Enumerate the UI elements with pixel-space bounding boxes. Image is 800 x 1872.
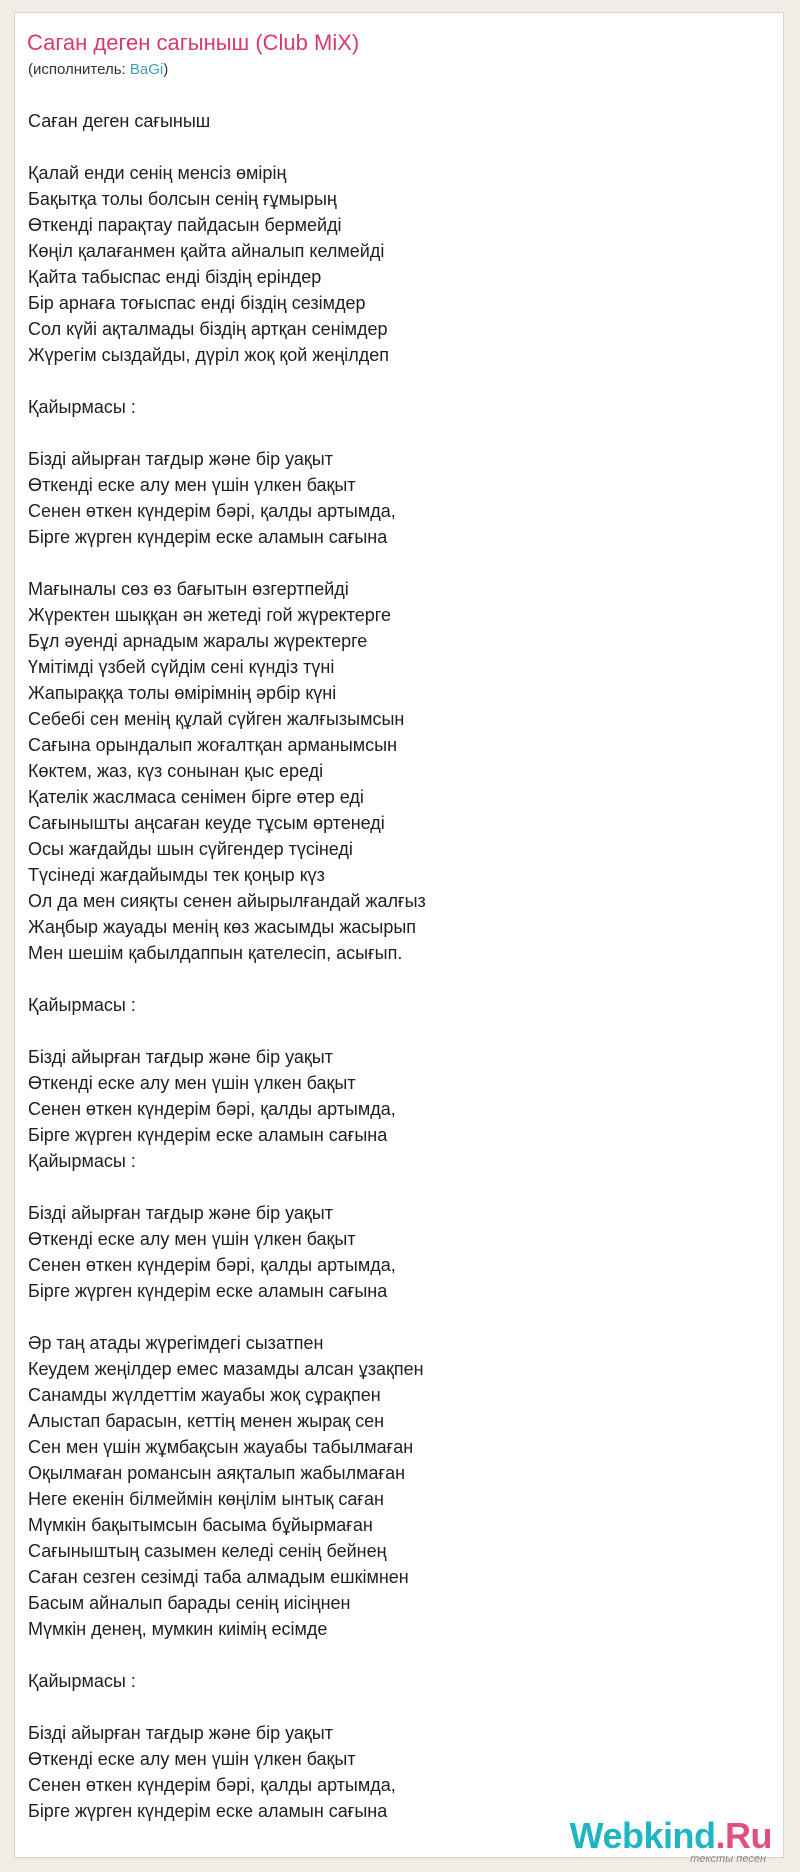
logo-tagline: тексты песен xyxy=(690,1853,766,1865)
lyrics-line: Сен мен үшін жұмбақсын жауабы табылмаған xyxy=(28,1437,414,1457)
lyrics-line: Сенен өткен күндерім бәрі, қалды артымда, xyxy=(28,1099,396,1119)
lyrics-line: Неге екенін білмеймін көңілім ынтық саған xyxy=(28,1489,384,1509)
lyrics-line: Қайта табыспас енді біздің еріндер xyxy=(28,267,322,287)
lyrics-line: Саған сезген сезімді таба алмадым ешкімнен xyxy=(28,1567,409,1587)
lyrics-line: Басым айналып барады сенің иісіңнен xyxy=(28,1593,351,1613)
lyrics-line: Кеудем жеңілдер емес мазамды алсан ұзақпен xyxy=(28,1359,424,1379)
artist-line xyxy=(28,61,168,79)
artist-prefix: (исполнитель: xyxy=(28,61,130,78)
artist-link[interactable]: BaGi xyxy=(129,61,164,78)
lyrics-line: Өткенді еске алу мен үшін үлкен бақыт xyxy=(28,1749,356,1769)
lyrics-line: Қайырмасы : xyxy=(28,995,136,1015)
lyrics-line: Бірге жүрген күндерім еске аламын сағына xyxy=(28,1125,388,1145)
webkind-logo-text xyxy=(569,1815,772,1856)
lyrics-line: Себебі сен менің құлай сүйген жалғызымсын xyxy=(28,709,405,729)
lyrics-line: Мағыналы сөз өз бағытын өзгертпейді xyxy=(28,579,349,599)
lyrics-line: Сағынышты аңсаған кеуде тұсым өртенеді xyxy=(28,813,385,833)
lyrics-line: Саған деген сағыныш xyxy=(28,111,211,131)
lyrics-line: Жүректен шыққан ән жетеді гой жүректерге xyxy=(28,605,391,625)
artist-suffix: ) xyxy=(163,61,169,78)
webkind-logo xyxy=(569,1815,772,1865)
lyrics-line: Жапыраққа толы өмірімнің әрбір күні xyxy=(28,683,337,703)
lyrics-line: Көктем, жаз, күз сонынан қыс ереді xyxy=(28,761,324,781)
lyrics-blank-line xyxy=(28,966,758,992)
lyrics-blank-line xyxy=(28,1694,758,1720)
lyrics-line: Әр таң атады жүрегімдегі сызатпен xyxy=(28,1333,324,1353)
lyrics-line: Сол күйі ақталмады біздің артқан сенімдер xyxy=(28,319,388,339)
lyrics-line: Көңіл қалағанмен қайта айналып келмейді xyxy=(28,241,385,261)
lyrics-line: Өткенді еске алу мен үшін үлкен бақыт xyxy=(28,1073,356,1093)
lyrics-blank-line xyxy=(28,420,758,446)
lyrics-line: Өткенді еске алу мен үшін үлкен бақыт xyxy=(28,1229,356,1249)
lyrics-line: Бір арнаға тоғыспас енді біздің сезімдер xyxy=(28,293,366,313)
lyrics-line: Сенен өткен күндерім бәрі, қалды артымда, xyxy=(28,501,396,521)
lyrics-blank-line xyxy=(28,1018,758,1044)
lyrics-line: Сенен өткен күндерім бәрі, қалды артымда, xyxy=(28,1255,396,1275)
lyrics-line: Бізді айырған тағдыр және бір уақыт xyxy=(28,1203,333,1223)
lyrics-line: Мен шешім қабылдаппын қателесіп, асығып. xyxy=(28,943,403,963)
lyrics-line: Ол да мен сияқты сенен айырылғандай жалғыз xyxy=(28,891,426,911)
lyrics-blank-line xyxy=(28,550,758,576)
lyrics-line: Қайырмасы : xyxy=(28,1671,136,1691)
lyrics-line: Бақытқа толы болсын сенің ғұмырың xyxy=(28,189,337,209)
lyrics-line: Оқылмаған романсын аяқталып жабылмаған xyxy=(28,1463,406,1483)
lyrics-blank-line xyxy=(28,134,758,160)
lyrics-line: Қателік жаслмаса сенімен бірге өтер еді xyxy=(28,787,364,807)
lyrics-blank-line xyxy=(28,1642,758,1668)
lyrics-line: Қайырмасы : xyxy=(28,1151,136,1171)
lyrics-line: Санамды жүлдеттім жауабы жоқ сұрақпен xyxy=(28,1385,381,1405)
logo-name: Webkind xyxy=(569,1815,716,1856)
lyrics-line: Бірге жүрген күндерім еске аламын сағына xyxy=(28,1801,388,1821)
lyrics-line: Қалай енди сенің менсіз өмірің xyxy=(28,163,287,183)
lyrics-line: Қайырмасы : xyxy=(28,397,136,417)
lyrics-line: Мүмкін денең, мумкин киімің есімде xyxy=(28,1619,328,1639)
lyrics-line: Сағыныштың сазымен келеді сенің бейнең xyxy=(28,1541,387,1561)
lyrics-line: Түсінеді жағдайымды тек қоңыр күз xyxy=(28,865,325,885)
lyrics-line: Сағына орындалып жоғалтқан арманымсын xyxy=(28,735,398,755)
lyrics-line: Бірге жүрген күндерім еске аламын сағына xyxy=(28,1281,388,1301)
lyrics-line: Жүрегім сыздайды, дүріл жоқ қой жеңілдеп xyxy=(28,345,390,365)
lyrics-line: Үмітімді үзбей сүйдім сені күндіз түні xyxy=(28,657,335,677)
logo-tld: .Ru xyxy=(715,1815,772,1856)
lyrics-line: Бізді айырған тағдыр және бір уақыт xyxy=(28,1723,333,1743)
lyrics-line: Бірге жүрген күндерім еске аламын сағына xyxy=(28,527,388,547)
lyrics-line: Өткенді парақтау пайдасын бермейді xyxy=(28,215,342,235)
lyrics-line: Бізді айырған тағдыр және бір уақыт xyxy=(28,449,333,469)
lyrics-blank-line xyxy=(28,1304,758,1330)
lyrics-line: Өткенді еске алу мен үшін үлкен бақыт xyxy=(28,475,356,495)
lyrics-line: Мүмкін бақытымсын басыма бұйырмаған xyxy=(28,1515,373,1535)
lyrics-line: Бұл әуенді арнадым жаралы жүректерге xyxy=(28,631,368,651)
lyrics-line: Алыстап барасын, кеттің менен жырақ сен xyxy=(28,1411,385,1431)
lyrics-line: Сенен өткен күндерім бәрі, қалды артымда, xyxy=(28,1775,396,1795)
lyrics-line: Бізді айырған тағдыр және бір уақыт xyxy=(28,1047,333,1067)
song-title: Саган деген сагыныш (Club MiX) xyxy=(27,30,360,55)
lyrics-line: Жаңбыр жауады менің көз жасымды жасырып xyxy=(28,917,417,937)
lyrics-line: Осы жағдайды шын сүйгендер түсінеді xyxy=(28,839,353,859)
lyrics-text xyxy=(28,108,758,1824)
lyrics-blank-line xyxy=(28,368,758,394)
lyrics-blank-line xyxy=(28,1174,758,1200)
